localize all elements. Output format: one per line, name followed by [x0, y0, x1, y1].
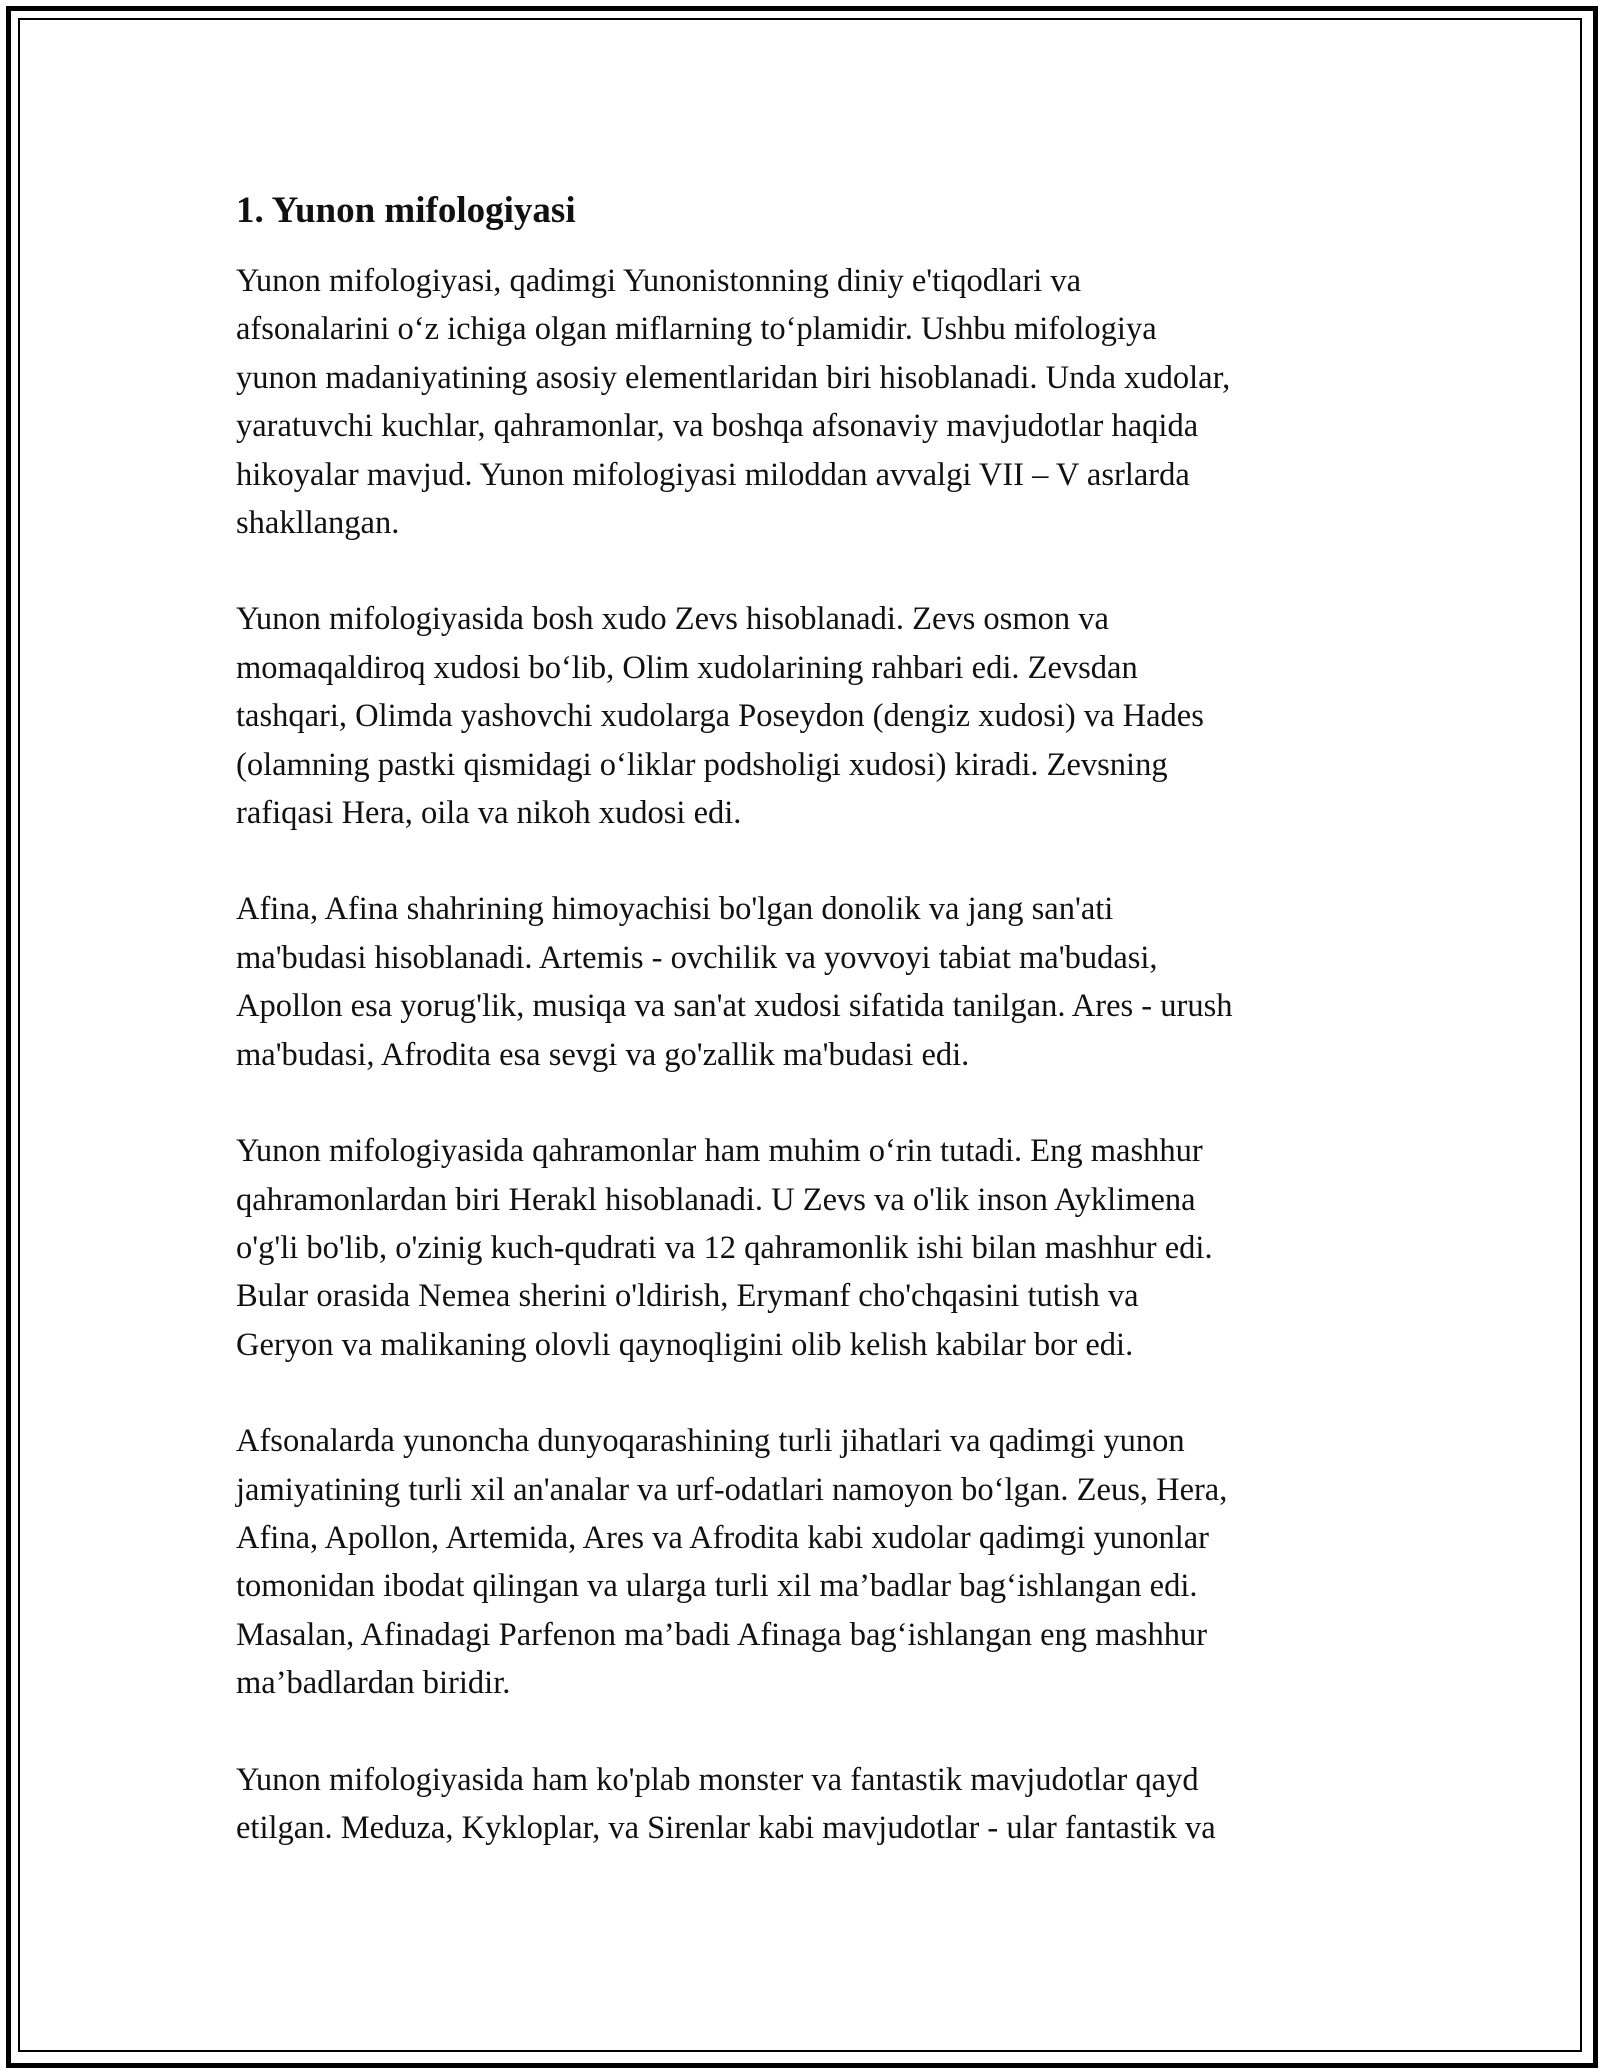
text-line: afsonalarini o‘z ichiga olgan miflarning to‘plamidir. Ushbu mifologiya	[236, 311, 1157, 348]
text-line: yunon madaniyatining asosiy elementlaridan biri hisoblanadi. Unda xudolar,	[236, 359, 1231, 396]
text-line: jamiyatining turli xil an'analar va urf-odatlari namoyon bo‘lgan. Zeus, Hera,	[236, 1471, 1228, 1508]
paragraph-zeus	[236, 595, 1366, 837]
document-body	[236, 186, 1366, 1900]
text-line: rafiqasi Hera, oila va nikoh xudosi edi.	[236, 795, 742, 832]
text-line: hikoyalar mavjud. Yunon mifologiyasi miloddan avvalgi VII – V asrlarda	[236, 456, 1190, 493]
text-line: ma'budasi, Afrodita esa sevgi va go'zallik ma'budasi edi.	[236, 1036, 970, 1073]
text-line: Afina, Afina shahrining himoyachisi bo'lgan donolik va jang san'ati	[236, 891, 1114, 928]
text-line: Yunon mifologiyasida ham ko'plab monster va fantastik mavjudotlar qayd	[236, 1761, 1199, 1798]
text-line: Yunon mifologiyasida qahramonlar ham muhim o‘rin tutadi. Eng mashhur	[236, 1133, 1203, 1170]
paragraph-worship	[236, 1417, 1366, 1707]
text-line: qahramonlardan biri Herakl hisoblanadi. U Zevs va o'lik inson Ayklimena	[236, 1181, 1196, 1218]
text-line: tomonidan ibodat qilingan va ularga turli xil ma’badlar bag‘ishlangan edi.	[236, 1568, 1198, 1605]
text-line: Yunon mifologiyasida bosh xudo Zevs hisoblanadi. Zevs osmon va	[236, 601, 1109, 638]
paragraph-heroes	[236, 1127, 1366, 1369]
section-heading: 1. Yunon mifologiyasi	[236, 190, 576, 231]
paragraph-goddesses	[236, 885, 1366, 1079]
text-line: (olamning pastki qismidagi o‘liklar podsholigi xudosi) kiradi. Zevsning	[236, 746, 1168, 783]
paragraph-monsters	[236, 1756, 1366, 1853]
text-line: Apollon esa yorug'lik, musiqa va san'at xudosi sifatida tanilgan. Ares - urush	[236, 988, 1233, 1025]
text-line: shakllangan.	[236, 505, 400, 542]
text-line: yaratuvchi kuchlar, qahramonlar, va boshqa afsonaviy mavjudotlar haqida	[236, 408, 1199, 445]
text-line: Afina, Apollon, Artemida, Ares va Afrodita kabi xudolar qadimgi yunonlar	[236, 1519, 1210, 1556]
text-line: tashqari, Olimda yashovchi xudolarga Poseydon (dengiz xudosi) va Hades	[236, 698, 1204, 735]
text-line: ma’badlardan biridir.	[236, 1665, 511, 1702]
text-line: o'g'li bo'lib, o'zinig kuch-qudrati va 12 qahramonlik ishi bilan mashhur edi.	[236, 1229, 1213, 1266]
text-line: Afsonalarda yunoncha dunyoqarashining turli jihatlari va qadimgi yunon	[236, 1423, 1185, 1460]
text-line: Bular orasida Nemea sherini o'ldirish, Erymanf cho'chqasini tutish va	[236, 1278, 1139, 1315]
text-line: ma'budasi hisoblanadi. Artemis - ovchilik va yovvoyi tabiat ma'budasi,	[236, 939, 1158, 976]
paragraph-intro	[236, 257, 1366, 547]
text-line: Masalan, Afinadagi Parfenon ma’badi Afinaga bag‘ishlangan eng mashhur	[236, 1616, 1208, 1653]
text-line: etilgan. Meduza, Kykloplar, va Sirenlar kabi mavjudotlar - ular fantastik va	[236, 1809, 1216, 1846]
text-line: momaqaldiroq xudosi bo‘lib, Olim xudolarining rahbari edi. Zevsdan	[236, 649, 1138, 686]
text-line: Yunon mifologiyasi, qadimgi Yunonistonning diniy e'tiqodlari va	[236, 263, 1082, 299]
text-line: Geryon va malikaning olovli qaynoqligini olib kelish kabilar bor edi.	[236, 1326, 1134, 1363]
